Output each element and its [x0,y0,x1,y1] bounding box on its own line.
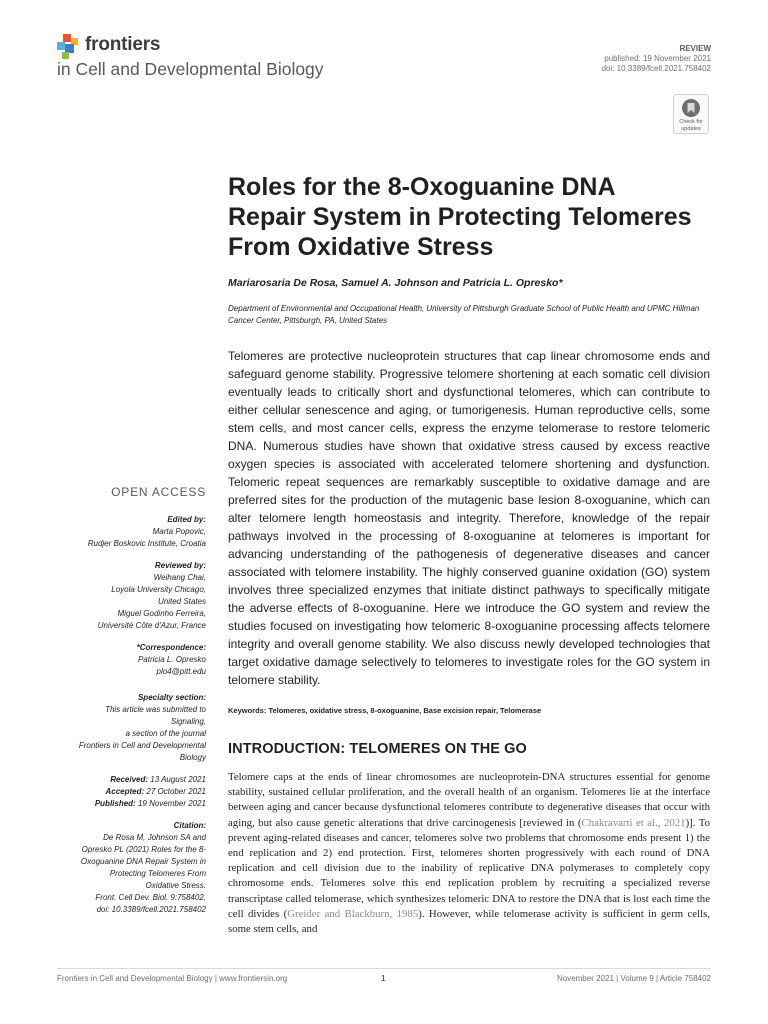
article-title: Roles for the 8-Oxoguanine DNA Repair System in Protecting Telomeres From Oxidative Stress [228,173,692,261]
brand-name: frontiers [85,34,161,55]
open-access-label: OPEN ACCESS [111,485,206,499]
sidebar-info [60,514,206,916]
accepted-value: 27 October 2021 [146,787,206,796]
specialty-line: a section of the journal [125,729,206,738]
citation-line: Oxoguanine DNA Repair System in [80,857,206,866]
keywords-label: Keywords: [228,706,267,715]
check-for-updates-button[interactable] [673,94,709,134]
citation-link[interactable]: Greider and Blackburn, 1985 [287,907,419,920]
received-value: 13 August 2021 [150,775,206,784]
body-text-part: )]. To prevent aging-related diseases and cancer, telomeres solve two problems that chromosome ends present 1) the end replication and 2) end protection. First, telomeres shorten progressively with each round of DNA replication and cell division due to the inability of replicative DNA polymerases to completely copy chromosome ends. Telomeres solve this end replication problem by recruiting a specialized reverse transcriptase called telomerase, which synthesizes telomeric DNA to restore the DNA that is lost each time the cell divides ( [228,816,710,920]
published-date: published: 19 November 2021 [604,54,711,63]
citation-line: Front. Cell Dev. Biol. 9:758402. [95,893,206,902]
received-label: Received: [110,775,149,784]
specialty-section-label: Specialty section: [137,693,206,702]
citation-label: Citation: [173,821,206,830]
specialty-line: Frontiers in Cell and Developmental [78,741,206,750]
body-text-part: Telomere caps at the ends of linear chromosomes are nucleoprotein-DNA structures essential for genome stability, sustained cellular proliferation, and the overall health of an organism. Telomeres lie at the interface between aging and cancer because dysfunctional telomeres contribute to degenerative diseases that occur with aging, but also cause genetic alterations that drive carcinogenesis [reviewed in ( [228,771,710,829]
accepted-label: Accepted: [105,787,145,796]
published-label: Published: [94,799,136,808]
section-heading: INTRODUCTION: TELOMERES ON THE GO [228,741,527,757]
specialty-line: This article was submitted to [105,705,206,714]
body-paragraph [228,770,710,937]
author-list: Mariarosaria De Rosa, Samuel A. Johnson and Patricia L. Opresko* [228,277,563,289]
article-type: REVIEW [679,44,711,53]
received-date [60,774,206,786]
editor-affiliation: Rudjer Boskovic Institute, Croatia [87,539,206,548]
doi-link[interactable]: doi: 10.3389/fcell.2021.758402 [601,64,711,73]
journal-name: in Cell and Developmental Biology [57,59,324,79]
abstract: Telomeres are protective nucleoprotein structures that cap linear chromosome ends and safeguard genome stability. Progressive telomere shortening at each somatic cell division eventually leads to critically short and dysfunctional telomeres, which can contribute to either cellular senescence and aging, or tumorigenesis. Human reproductive cells, some stem cells, and most cancer cells, express the enzyme telomerase to restore telomeric DNA. Numerous studies have shown that oxidative stress caused by excess reactive oxygen species is associated with accelerated telomere shortening and dysfunction. Telomeric repeat sequences are remarkably susceptible to oxidative damage and are preferred sites for the production of the mutagenic base lesion 8-oxoguanine, which can alter telomere length homeostasis and integrity. Therefore, knowledge of the repair pathways involved in the processing of 8-oxoguanine at telomeres is important for advancing understanding of the pathogenesis of degenerative diseases and cancer associated with telomere instability. The highly conserved guanine oxidation (GO) system involves three specialized enzymes that initiate distinct pathways to specifically mitigate the adverse effects of 8-oxoguanine. Here we introduce the GO system and review the studies focused on investigating how telomeric 8-oxoguanine processing affects telomere integrity and overall genome stability. We also discuss newly developed technologies that target oxidative damage selectively to telomeres to investigate roles for the GO system in telomere stability. [228,349,710,687]
published-date-side [60,798,206,810]
check-updates-line1: Check for [679,119,703,125]
reviewer-line: Weihang Chai, [153,573,206,582]
publication-info [602,44,711,74]
reviewer-line: United States [157,597,206,606]
footer-divider [57,968,711,969]
specialty-line: Biology [179,753,206,762]
published-value: 19 November 2021 [137,799,206,808]
reviewer-line: Université Côte d'Azur, France [97,621,206,630]
affiliation: Department of Environmental and Occupational Health, University of Pittsburgh Graduate School of Public Health and UPMC Hillman Cancer Center, Pittsburgh, PA, United States [228,304,700,325]
citation-line: Oxidative Stress. [145,881,206,890]
page-number: 1 [381,974,386,983]
reviewer-line: Miguel Godinho Ferreira, [117,609,206,618]
bookmark-icon [681,98,701,118]
reviewed-by-label: Reviewed by: [154,561,206,570]
check-updates-line2: updates [681,126,701,132]
footer-journal[interactable]: Frontiers in Cell and Developmental Biology | www.frontiersin.org [57,974,288,983]
editor-name: Marta Popovic, [152,527,206,536]
correspondence-label: *Correspondence: [136,643,206,652]
citation-line: De Rosa M, Johnson SA and [103,833,206,842]
specialty-line: Signaling, [170,717,206,726]
citation-link[interactable]: Chakravarti et al., 2021 [581,816,686,829]
correspondence-email[interactable]: plo4@pitt.edu [156,667,206,676]
edited-by-label: Edited by: [167,515,206,524]
body-text-part: ). However, while telomerase activity is sufficient in germ cells, some stem cells, and [228,907,710,936]
citation-doi[interactable]: doi: 10.3389/fcell.2021.758402 [96,905,206,914]
correspondence-name: Patricia L. Opresko [137,655,206,664]
citation-line: Opresko PL (2021) Roles for the 8- [81,845,206,854]
reviewer-line: Loyola University Chicago, [111,585,206,594]
keywords-list: Telomeres, oxidative stress, 8-oxoguanine, Base excision repair, Telomerase [268,706,542,715]
footer-issue: November 2021 | Volume 9 | Article 758402 [556,974,711,983]
citation-line: Protecting Telomeres From [109,869,206,878]
frontiers-logo-icon [57,34,83,60]
keywords [228,706,541,715]
accepted-date [60,786,206,798]
